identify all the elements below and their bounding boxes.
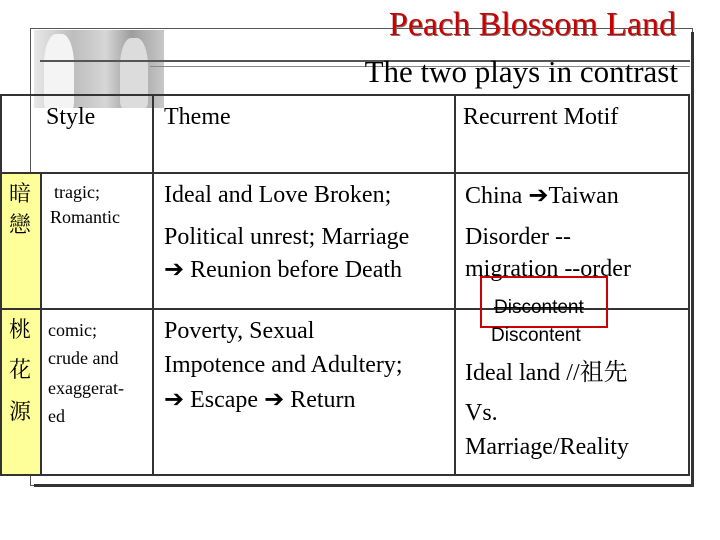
style-text: tragic; xyxy=(54,182,100,202)
motif-text: Marriage/Reality xyxy=(465,434,629,460)
photo-figure xyxy=(44,34,74,108)
arrow-right-icon: ➔ xyxy=(528,181,549,209)
theme-text: Poverty, Sexual xyxy=(164,318,315,344)
header-photo xyxy=(34,30,164,108)
motif-text: China xyxy=(465,183,523,209)
table-border xyxy=(0,94,690,96)
motif-text: Vs. xyxy=(465,400,498,426)
style-text: exaggerat- xyxy=(48,378,124,398)
frame-shadow xyxy=(691,32,694,487)
table-border xyxy=(40,174,42,476)
style-text: crude and xyxy=(48,348,119,368)
photo-figure xyxy=(120,38,148,108)
theme-text: Return xyxy=(290,387,356,413)
table-border xyxy=(0,94,2,476)
style-text: Romantic xyxy=(50,207,120,227)
arrow-right-icon: ➔ xyxy=(164,255,185,283)
motif-text: Ideal land //祖先 xyxy=(465,360,628,386)
motif-text: Disorder -- xyxy=(465,224,571,250)
header-motif: Recurrent Motif xyxy=(463,104,619,130)
theme-text: Escape xyxy=(190,387,259,413)
row-label-char: 桃 xyxy=(8,317,31,342)
theme-text: Ideal and Love Broken; xyxy=(164,182,392,208)
arrow-right-icon: ➔ xyxy=(264,385,285,413)
theme-text: Reunion before Death xyxy=(190,257,403,283)
header-theme: Theme xyxy=(164,104,231,130)
style-text: comic; xyxy=(48,320,97,340)
theme-line xyxy=(164,382,356,417)
motif-text: Taiwan xyxy=(548,183,619,209)
theme-text: Impotence and Adultery; xyxy=(164,352,403,378)
table-border xyxy=(0,172,690,174)
discontent-label: Discontent xyxy=(494,297,584,318)
row-label-char: 花 xyxy=(8,357,31,382)
row-label-char: 暗 xyxy=(8,181,31,206)
motif-text: migration --order xyxy=(465,256,631,282)
row-label-char: 源 xyxy=(8,399,31,424)
table-border xyxy=(152,94,154,476)
style-text: ed xyxy=(48,406,65,426)
slide-title: Peach Blossom Land xyxy=(388,6,676,43)
row-label-char: 戀 xyxy=(8,212,31,237)
theme-text: Political unrest; Marriage xyxy=(164,224,410,250)
arrow-right-icon: ➔ xyxy=(164,385,185,413)
slide-subtitle: The two plays in contrast xyxy=(364,54,678,89)
discontent-label: Discontent xyxy=(491,325,581,346)
table-border xyxy=(454,94,456,476)
motif-line xyxy=(465,178,619,213)
header-style: Style xyxy=(46,104,96,130)
table-border xyxy=(688,94,690,476)
table-border xyxy=(0,474,690,476)
frame-shadow xyxy=(34,484,694,487)
theme-line xyxy=(164,252,402,287)
